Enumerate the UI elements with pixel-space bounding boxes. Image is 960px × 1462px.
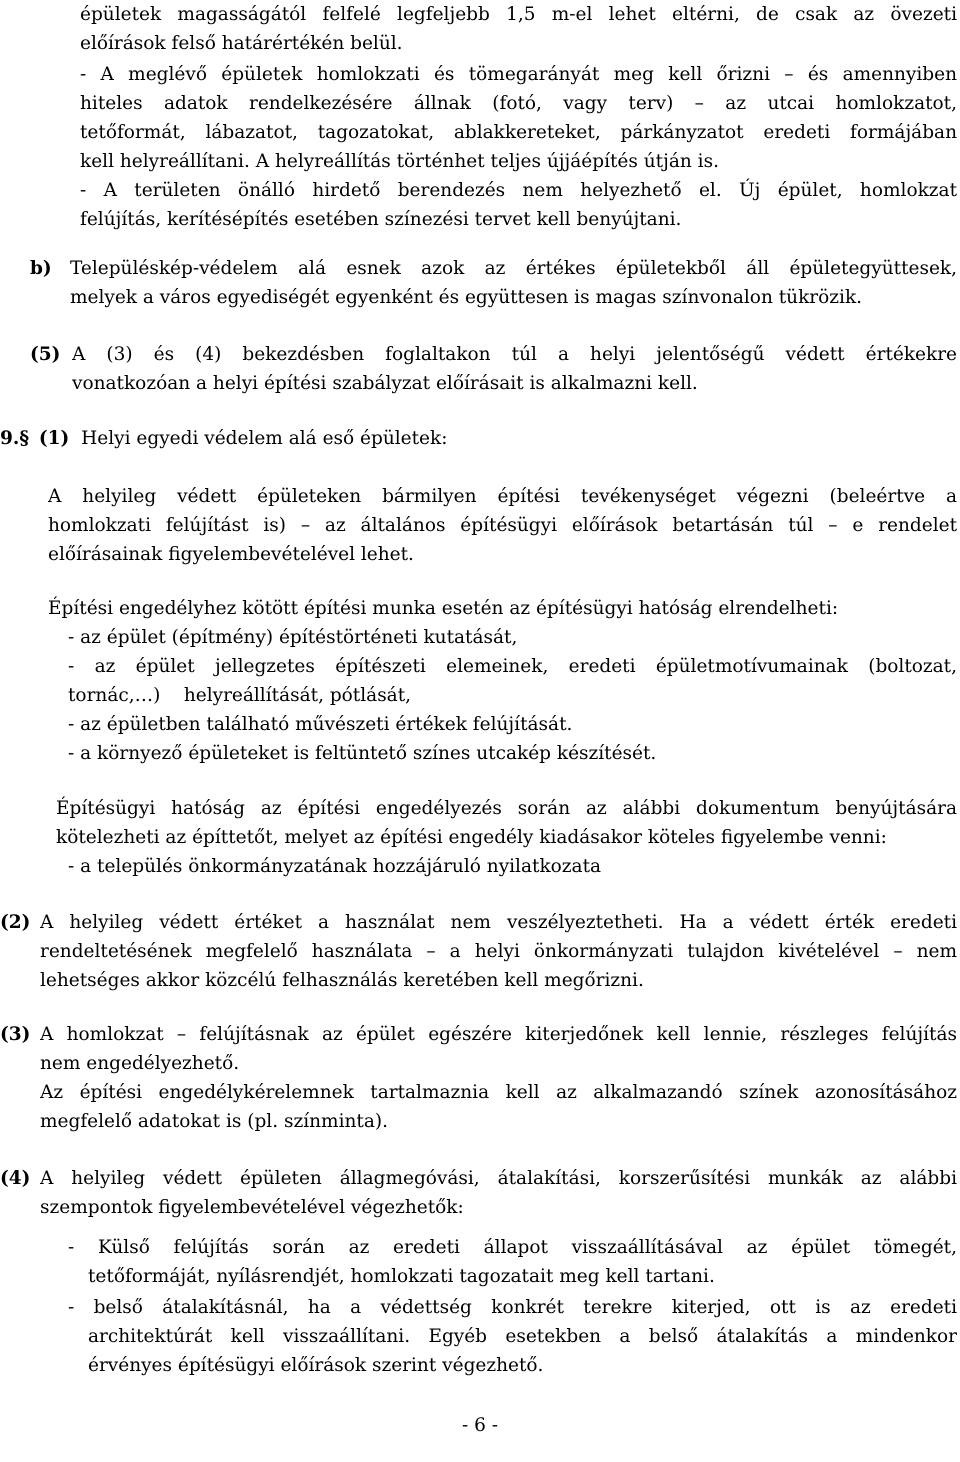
text-line: kell helyreállítani. A helyreállítás történhet teljes újjáépítés útján is. (80, 151, 719, 172)
paragraph-2 (40, 908, 957, 995)
text-line: A helyileg védett épületen állagmegóvási, átalakítási, korszerűsítési munkák az alábbi (40, 1168, 957, 1189)
page-number: - 6 - (461, 1415, 499, 1436)
facade-paragraph (80, 60, 957, 176)
paragraph-4 (40, 1164, 957, 1222)
paragraph-2-label (0, 908, 40, 937)
text-line: hiteles adatok rendelkezésére állnak (fotó, vagy terv) – az utcai homlokzatot, (80, 93, 957, 114)
text-line: lehetséges akkor közcélú felhasználás keretében kell megőrizni. (40, 970, 644, 991)
top-paragraph (80, 0, 957, 58)
text-line: megfelelő adatokat is (pl. színminta). (40, 1111, 388, 1132)
text-line: homlokzati felújítást is) – az általános építésügyi előírások betartásán túl – e rendelet (48, 515, 957, 536)
subsection-label: (1) (38, 428, 70, 449)
list-item: - az épület (építmény) építéstörténeti kutatását, (68, 627, 518, 648)
paragraph-5-label-text: (5) (30, 344, 61, 365)
text-line: Építési engedélyhez kötött építési munka esetén az építésügyi hatóság elrendelheti: (48, 598, 839, 619)
list-item-continuation: érvényes építésügyi előírások szerint végezhető. (88, 1355, 544, 1376)
text-line: Településkép-védelem alá esnek azok az értékes épületekből áll épületegyüttesek, (70, 258, 957, 279)
text-line: épületek magasságától felfelé legfeljebb 1,5 m-el lehet eltérni, de csak az övezeti (80, 4, 957, 25)
text-line: Építésügyi hatóság az építési engedélyezés során az alábbi dokumentum benyújtására (56, 798, 957, 819)
list-item: - belső átalakításnál, ha a védettség konkrét terekre kiterjed, ott is az eredeti (68, 1297, 957, 1318)
paragraph-4-list (68, 1233, 957, 1380)
list-item: - Külső felújítás során az eredeti állapot visszaállításával az épület tömegét, (68, 1237, 957, 1258)
text-line: - A meglévő épületek homlokzati és tömegarányát meg kell őrizni – és amennyiben (80, 64, 957, 85)
text-line: előírásainak figyelembevételével lehet. (48, 544, 414, 565)
list-item: - a település önkormányzatának hozzájáruló nyilatkozata (68, 856, 602, 877)
section-number: 9.§ (0, 428, 29, 449)
paragraph-5-label (30, 340, 70, 369)
section-title: Helyi egyedi védelem alá eső épületek: (81, 428, 448, 449)
text-line: kötelezheti az építtetőt, melyet az építési engedély kiadásakor köteles figyelembe venni: (56, 827, 887, 848)
text-line: tetőformát, lábazatot, tagozatokat, ablakkereteket, párkányzatot eredeti formájában (80, 122, 957, 143)
text-line: szempontok figyelembevételével végezhetők: (40, 1197, 464, 1218)
text-line: előírások felső határértékén belül. (80, 33, 403, 54)
authority-list (68, 852, 957, 881)
text-line: vonatkozóan a helyi építési szabályzat előírásait is alkalmazni kell. (72, 373, 698, 394)
section-b-label-text: b) (30, 258, 52, 279)
paragraph-3-label (0, 1020, 40, 1049)
text-line: A helyileg védett épületeken bármilyen építési tevékenységet végezni (beleértve a (48, 486, 957, 507)
paragraph-3 (40, 1020, 957, 1136)
text-line: melyek a város egyediségét egyenként és együttesen is magas színvonalon tükrözik. (70, 287, 863, 308)
authority-paragraph (56, 794, 957, 852)
text-line: felújítás, kerítésépítés esetében színezési tervet kell benyújtani. (80, 209, 682, 230)
text-line: Az építési engedélykérelemnek tartalmaznia kell az alkalmazandó színek azonosításához (40, 1082, 957, 1103)
text-line: - A területen önálló hirdető berendezés nem helyezhető el. Új épület, homlokzat (80, 180, 957, 201)
paragraph-2-label-text: (2) (0, 912, 31, 933)
list-item: - az épületben található művészeti értékek felújítását. (68, 714, 573, 735)
text-line: A homlokzat – felújításnak az épület egészére kiterjedőnek kell lennie, részleges felújítás (40, 1024, 957, 1045)
list-item: - a környező épületeket is feltüntető színes utcakép készítését. (68, 743, 657, 764)
text-line: A helyileg védett értéket a használat nem veszélyeztetheti. Ha a védett érték eredeti (40, 912, 957, 933)
text-line: nem engedélyezhető. (40, 1053, 240, 1074)
section-b-label (30, 254, 70, 283)
section-9-heading (0, 424, 900, 453)
local-protection-paragraph (48, 482, 957, 569)
ads-paragraph (80, 176, 957, 234)
text-line: A (3) és (4) bekezdésben foglaltakon túl a helyi jelentőségű védett értékekre (72, 344, 957, 365)
paragraph-3-label-text: (3) (0, 1024, 31, 1045)
paragraph-4-label (0, 1164, 40, 1193)
list-item: - az épület jellegzetes építészeti elemeinek, eredeti épületmotívumainak (boltozat, (68, 656, 957, 677)
paragraph-5 (72, 340, 957, 398)
permit-intro (48, 594, 957, 623)
list-item-continuation: architektúrát kell visszaállítani. Egyéb esetekben a belső átalakítás a mindenkor (88, 1326, 957, 1347)
paragraph-4-label-text: (4) (0, 1168, 31, 1189)
list-item: tornác,…) helyreállítását, pótlását, (68, 685, 412, 706)
text-line: rendeltetésének megfelelő használata – a helyi önkormányzati tulajdon kivételével – nem (40, 941, 957, 962)
section-b-paragraph (70, 254, 957, 312)
list-item-continuation: tetőformáját, nyílásrendjét, homlokzati tagozatait meg kell tartani. (88, 1266, 715, 1287)
permit-list (68, 623, 957, 768)
